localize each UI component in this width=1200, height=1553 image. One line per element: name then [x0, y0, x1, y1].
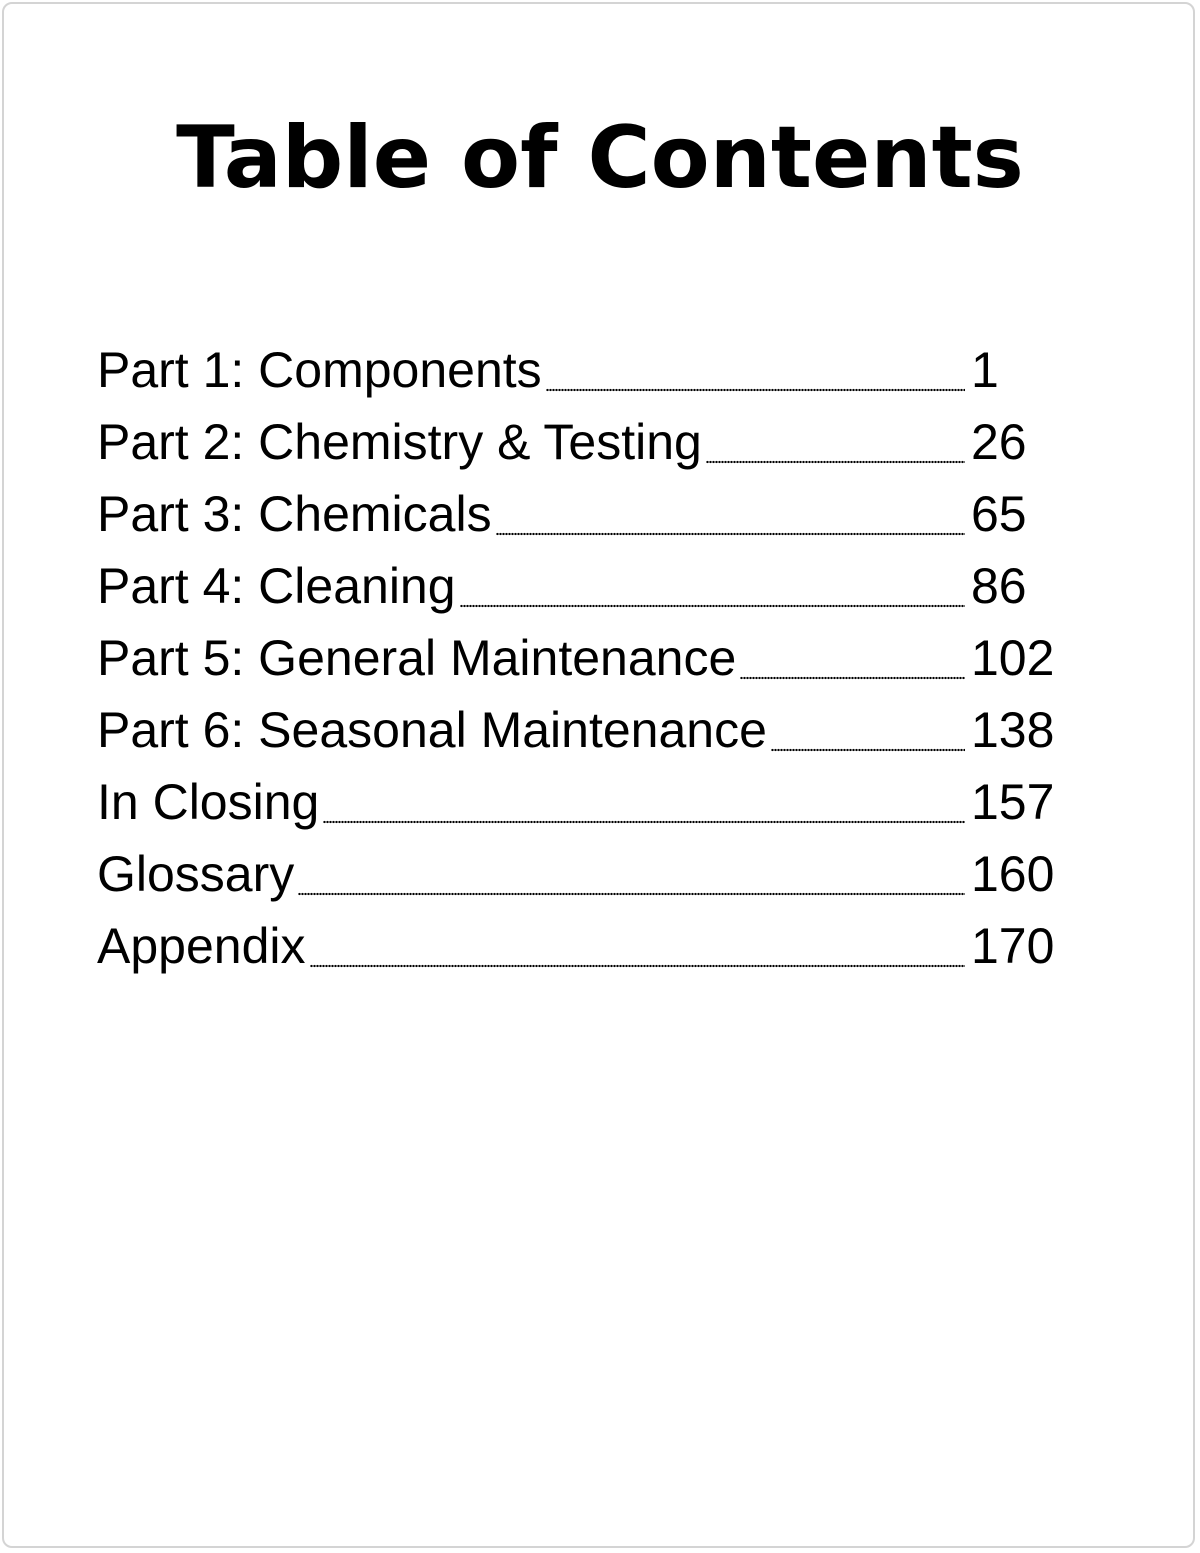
toc-entry: [97, 550, 1057, 622]
toc-entry: [97, 694, 1057, 766]
toc-entry-label: Part 2: Chemistry & Testing: [97, 414, 702, 470]
dot-leader: [460, 604, 965, 608]
toc-entry-page: 65: [971, 486, 1027, 542]
dot-leader: [298, 892, 965, 896]
toc-entry-label: Part 4: Cleaning: [97, 558, 456, 614]
toc-entry: [97, 622, 1057, 694]
toc-entry: [97, 334, 1057, 406]
page-title: Table of Contents: [176, 108, 1024, 208]
toc-entry-page: 160: [971, 846, 1055, 902]
toc-entry-label: Part 1: Components: [97, 342, 542, 398]
toc-entry-label: Appendix: [97, 918, 306, 974]
toc-list: [97, 334, 1057, 982]
toc-entry-label: Glossary: [97, 846, 295, 902]
toc-entry: [97, 406, 1057, 478]
toc-entry-page: 138: [971, 702, 1055, 758]
toc-entry: [97, 766, 1057, 838]
toc-entry-page: 170: [971, 918, 1055, 974]
toc-entry-page: 157: [971, 774, 1055, 830]
dot-leader: [546, 388, 965, 392]
toc-entry: [97, 478, 1057, 550]
toc-entry-page: 86: [971, 558, 1027, 614]
toc-entry: [97, 910, 1057, 982]
toc-entry-label: Part 5: General Maintenance: [97, 630, 737, 686]
dot-leader: [771, 748, 965, 752]
toc-entry-page: 1: [971, 342, 999, 398]
toc-entry-label: Part 3: Chemicals: [97, 486, 492, 542]
toc-entry-page: 102: [971, 630, 1055, 686]
toc-entry: [97, 838, 1057, 910]
dot-leader: [323, 820, 965, 824]
toc-entry-label: Part 6: Seasonal Maintenance: [97, 702, 767, 758]
dot-leader: [706, 460, 965, 464]
dot-leader: [310, 964, 966, 968]
toc-entry-page: 26: [971, 414, 1027, 470]
dot-leader: [496, 532, 965, 536]
dot-leader: [740, 676, 965, 680]
toc-entry-label: In Closing: [97, 774, 320, 830]
